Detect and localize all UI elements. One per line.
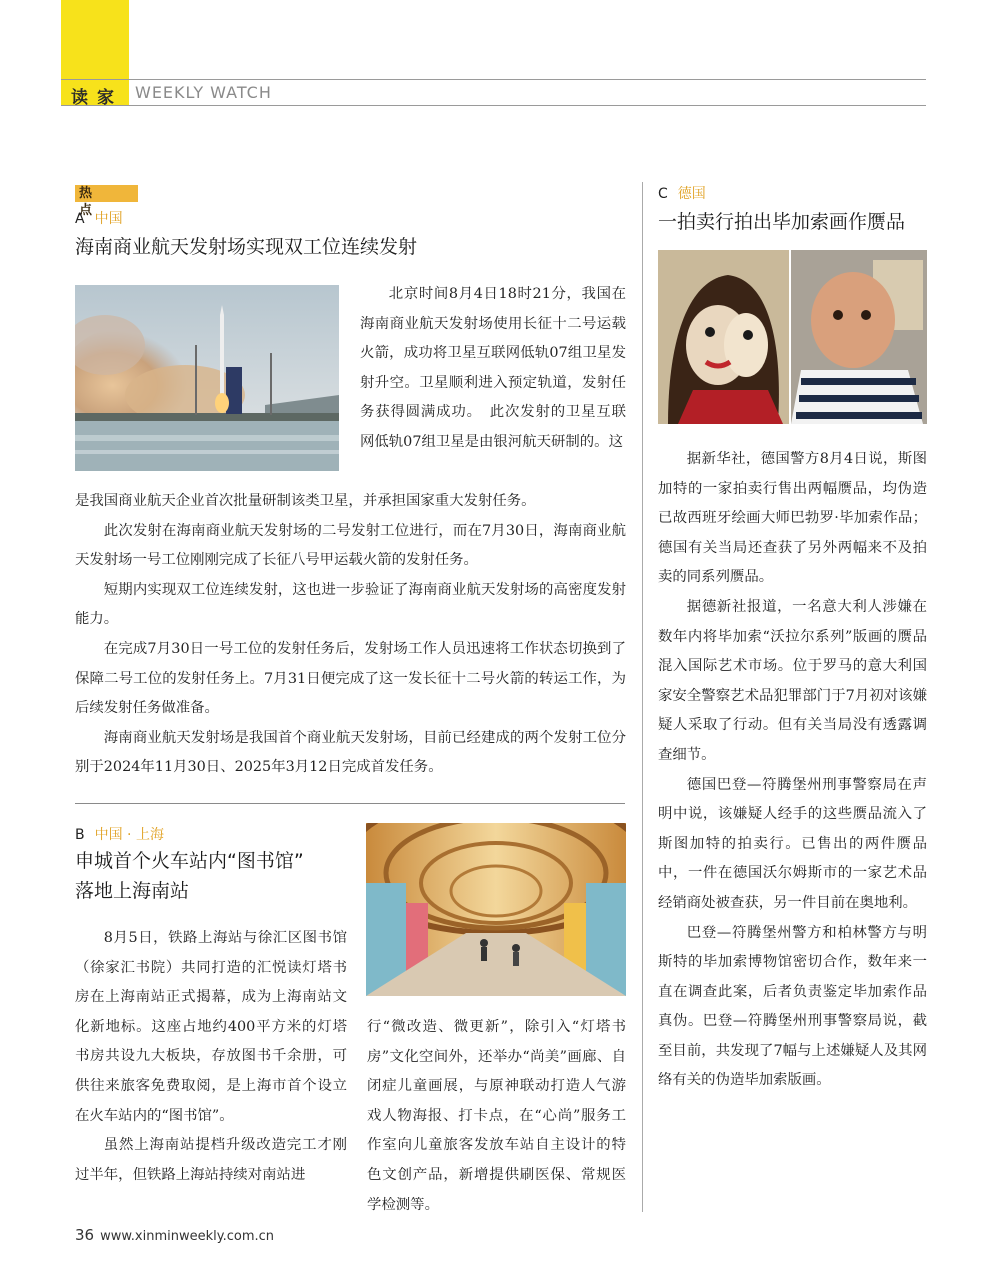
article-b-left-column xyxy=(75,924,347,1190)
article-letter: A xyxy=(75,211,85,227)
article-b-headline-line-1: 申城首个火车站内“图书馆” xyxy=(75,850,304,872)
article-b-headline-line-2: 落地上海南站 xyxy=(75,880,190,902)
article-c-body xyxy=(658,445,927,1096)
picasso-painting-and-portrait-photo xyxy=(658,250,927,424)
article-a-wrapped-paragraph xyxy=(360,280,626,458)
article-region: 中国 · 上海 xyxy=(94,827,164,843)
article-b-paragraph-1: 8月5日，铁路上海站与徐汇区图书馆（徐家汇书院）共同打造的汇悦读灯塔书房在上海南站正式揭幕，成为上海南站文化新地标。这座占地约400平方米的灯塔书房共设九大板块，存放图书千余册，可供往来旅客免费取阅，是上海市首个设立在火车站内的“图书馆”。 xyxy=(75,930,347,1124)
article-letter: C xyxy=(658,186,668,202)
column-label: 读家 xyxy=(71,88,123,108)
article-c-paragraph-1: 据新华社，德国警方8月4日说，斯图加特的一家拍卖行售出两幅赝品，均伪造已故西班牙绘画大师巴勃罗·毕加索作品；德国有关当局还查获了另外两幅来不及拍卖的同系列赝品。 xyxy=(658,451,927,586)
article-c-paragraph-4: 巴登—符腾堡州警方和柏林警方与明斯特的毕加索博物馆密切合作，数年来一直在调查此案，后者负责鉴定毕加索作品真伪。巴登—符腾堡州刑事警察局说，截至目前，共发现了7幅与上述嫌疑人及其网络有关的伪造毕加索版画。 xyxy=(658,924,927,1089)
article-c-headline: 一拍卖行拍出毕加索画作赝品 xyxy=(658,211,906,233)
article-region: 中国 xyxy=(94,211,123,227)
article-a-label xyxy=(75,208,123,228)
hot-topic-tag: 热点 xyxy=(75,185,138,202)
article-a-paragraph-4: 在完成7月30日一号工位的发射任务后，发射场工作人员迅速将工作状态切换到了保障二号工位的发射任务上。7月31日便完成了这一发长征十二号火箭的转运工作，为后续发射任务做准备。 xyxy=(75,640,626,717)
website-url: www.xinminweekly.com.cn xyxy=(100,1229,275,1244)
article-b-headline xyxy=(75,846,304,906)
header-rule xyxy=(61,79,926,80)
article-b-paragraph-2-cont: 行“微改造、微更新”，除引入“灯塔书房”文化空间外，还举办“尚美”画廊、自闭症儿童画展，与原神联动打造人气游戏人物海报、打卡点，在“心尚”服务工作室向儿童旅客发放车站自主设计的特色文创产品，新增提供刷医保、常规医学检测等。 xyxy=(367,1019,626,1213)
article-a-paragraph-1: 北京时间8月4日18时21分，我国在海南商业航天发射场使用长征十二号运载火箭，成功将卫星互联网低轨07组卫星发射升空。卫星顺利进入预定轨道，发射任务获得圆满成功。 此次发射的卫星互联网低轨07组卫星是由银河航天研制的。这 xyxy=(360,286,626,450)
article-c-paragraph-3: 德国巴登—符腾堡州刑事警察局在声明中说，该嫌疑人经手的这些赝品流入了斯图加特的拍卖行。已售出的两件赝品中，一件在德国沃尔姆斯市的一家艺术品经销商处被查获，另一件目前在奥地利。 xyxy=(658,776,927,911)
article-b-paragraph-2: 虽然上海南站提档升级改造完工才刚过半年，但铁路上海站持续对南站进 xyxy=(75,1137,347,1183)
article-a-headline: 海南商业航天发射场实现双工位连续发射 xyxy=(75,236,418,258)
article-a-paragraph-1-cont: 是我国商业航天企业首次批量研制该类卫星，并承担国家重大发射任务。 xyxy=(75,493,536,509)
column-divider xyxy=(642,182,643,1212)
article-c-label xyxy=(658,183,706,203)
article-a-paragraph-3: 短期内实现双工位连续发射，这也进一步验证了海南商业航天发射场的高密度发射能力。 xyxy=(75,581,626,628)
article-c-paragraph-2: 据德新社报道，一名意大利人涉嫌在数年内将毕加索“沃拉尔系列”版画的赝品混入国际艺术市场。位于罗马的意大利国家安全警察艺术品犯罪部门于7月初对该嫌疑人采取了行动。但有关当局没有透露调查细节。 xyxy=(658,598,927,763)
article-a-paragraph-2: 此次发射在海南商业航天发射场的二号发射工位进行，而在7月30日，海南商业航天发射场一号工位刚刚完成了长征八号甲运载火箭的发射任务。 xyxy=(75,522,626,569)
article-divider xyxy=(75,803,625,804)
header-rule xyxy=(61,105,926,106)
page-footer xyxy=(75,1226,274,1244)
article-region: 德国 xyxy=(677,186,706,202)
rocket-launch-photo xyxy=(75,285,339,471)
article-a-body xyxy=(75,487,626,783)
article-b-right-column xyxy=(367,1013,626,1220)
article-a-paragraph-5: 海南商业航天发射场是我国首个商业航天发射场，目前已经建成的两个发射工位分别于2024年11月30日、2025年3月12日完成首发任务。 xyxy=(75,729,626,776)
article-b-label xyxy=(75,824,164,844)
article-letter: B xyxy=(75,827,85,843)
bookstore-photo xyxy=(366,823,626,996)
column-sublabel: WEEKLY WATCH xyxy=(135,83,272,102)
page-number: 36 xyxy=(75,1226,95,1244)
